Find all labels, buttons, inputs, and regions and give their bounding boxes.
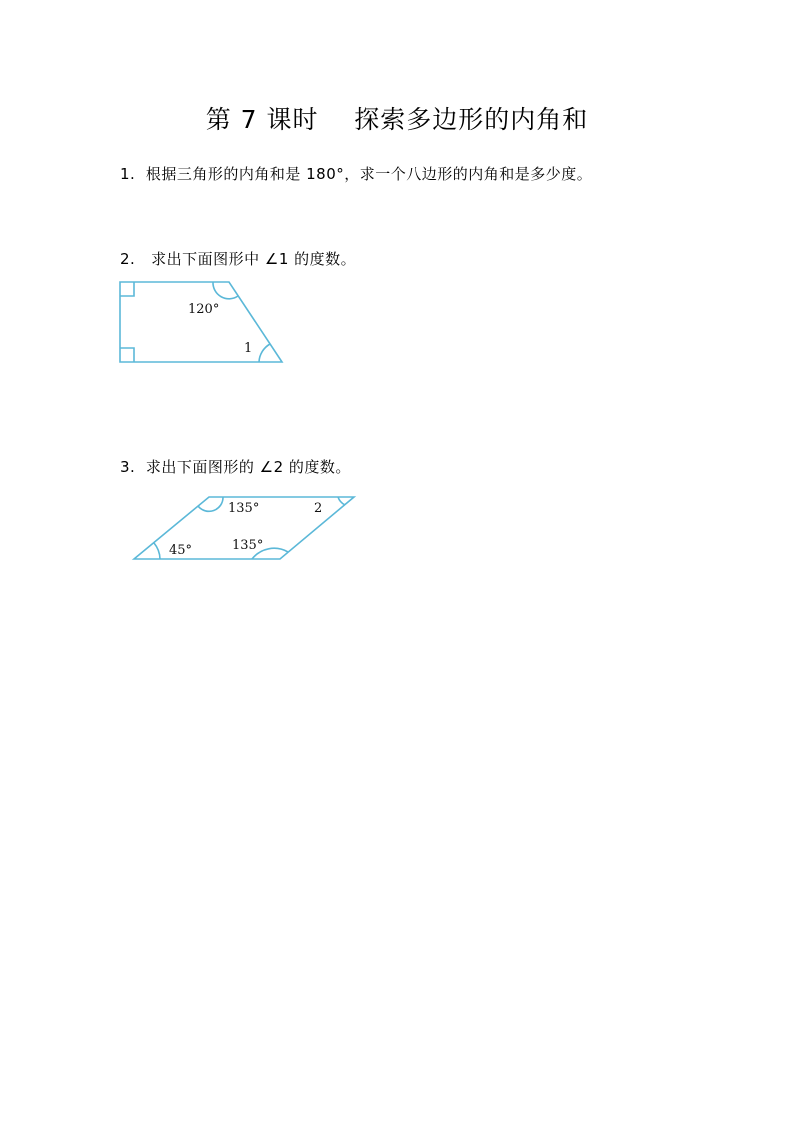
angle-label-top: 135° xyxy=(228,501,260,516)
page-title: 第 7 课时 探索多边形的内角和 xyxy=(205,105,589,134)
angle-label-120: 120° xyxy=(188,302,220,317)
question-1: 1. 根据三角形的内角和是 180°，求一个八边形的内角和是多少度。 xyxy=(120,165,593,183)
question-3: 3. 求出下面图形的 ∠2 的度数。 xyxy=(120,458,351,476)
question-2: 2. 求出下面图形中 ∠1 的度数。 xyxy=(120,250,357,268)
angle-label-bottom: 135° xyxy=(232,538,264,553)
angle-arc-2 xyxy=(338,497,345,505)
angle-arc-45 xyxy=(154,543,160,559)
angle-label-2: 2 xyxy=(314,501,323,516)
angle-label-1: 1 xyxy=(244,341,253,356)
angle-arc-top-left xyxy=(198,497,223,511)
angle-label-45: 45° xyxy=(169,543,193,558)
